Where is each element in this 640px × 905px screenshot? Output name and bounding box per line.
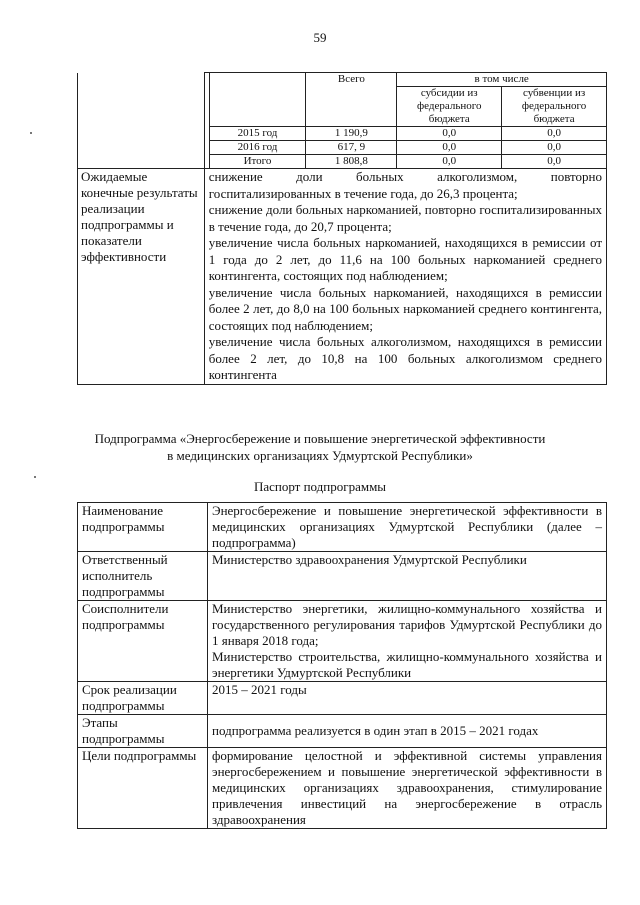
goals-label: Цели подпрограммы <box>78 748 208 829</box>
results-label: Ожидаемые конечные результаты реализации подпрограммы и показатели эффективности <box>78 169 205 385</box>
results-cell <box>204 169 606 385</box>
executor-text: Министерство здравоохранения Удмуртской Республики <box>212 552 527 567</box>
scan-speck <box>34 476 36 478</box>
year-cell: 2015 год <box>209 127 306 141</box>
coexecutor-item: Министерство энергетики, жилищно-коммунального хозяйства и государственного регулирования тарифов Удмуртской Республики до 1 января 2018 года; <box>212 601 602 648</box>
table-row <box>78 601 607 682</box>
subsidies-header: субсидии из федерального бюджета <box>397 87 502 127</box>
stages-value <box>208 715 607 748</box>
subprogram-title: Подпрограмма «Энергосбережение и повышение энергетической эффективности в медицинских организациях Удмуртской Республики» <box>94 431 546 463</box>
goals-value <box>208 748 607 829</box>
name-text: Энергосбережение и повышение энергетической эффективности в медицинских организациях Удмуртской Республики (далее – подпрограмма) <box>212 503 602 550</box>
subventions-header: субвенции из федерального бюджета <box>502 87 607 127</box>
stages-label: Этапы подпрограммы <box>78 715 208 748</box>
table-row <box>78 552 607 601</box>
results-row <box>78 169 607 385</box>
subventions-cell: 0,0 <box>502 127 607 141</box>
total-cell: 1 190,9 <box>306 127 397 141</box>
term-text: 2015 – 2021 годы <box>212 682 307 697</box>
term-label: Срок реализации подпрограммы <box>78 682 208 715</box>
result-item: увеличение числа больных алкоголизмом, находящихся в ремиссии более 2 лет, до 10,8 на 100 больных алкоголизмом среднего контингента <box>208 334 602 382</box>
year-header-cell <box>209 73 306 127</box>
result-item: увеличение числа больных наркоманией, находящихся в ремиссии более 2 лет, до 8,0 на 100 больных наркоманией среднего контингента, состоящих под наблюдением; <box>208 284 602 333</box>
passport-title: Паспорт подпрограммы <box>253 479 387 494</box>
including-header: в том числе <box>397 73 607 87</box>
funding-label-cell <box>78 73 205 169</box>
funding-header-row <box>78 73 607 87</box>
funding-and-results-table <box>77 72 607 385</box>
subsidies-cell: 0,0 <box>397 127 502 141</box>
subsidies-cell: 0,0 <box>397 155 502 169</box>
table-row <box>78 682 607 715</box>
coexecutors-label: Соисполнители подпрограммы <box>78 601 208 682</box>
table-row <box>78 503 607 552</box>
term-value <box>208 682 607 715</box>
year-cell: Итого <box>209 155 306 169</box>
passport-table <box>77 502 607 829</box>
page-number: 59 <box>313 30 327 45</box>
coexecutors-value <box>208 601 607 682</box>
executor-label: Ответственный исполнитель подпрограммы <box>78 552 208 601</box>
subsidies-cell: 0,0 <box>397 141 502 155</box>
total-header: Всего <box>306 73 397 127</box>
coexecutor-item: Министерство строительства, жилищно-коммунального хозяйства и энергетики Удмуртской Республики <box>212 649 602 680</box>
executor-value <box>208 552 607 601</box>
stages-text: подпрограмма реализуется в один этап в 2015 – 2021 годах <box>212 723 539 738</box>
subventions-cell: 0,0 <box>502 141 607 155</box>
result-item: снижение доли больных алкоголизмом, повторно госпитализированных в течение года, до 26,3 процента; <box>208 169 602 201</box>
result-item: увеличение числа больных наркоманией, находящихся в ремиссии от 1 года до 2 лет, до 11,6 на 100 больных наркоманией среднего контингента, состоящих под наблюдением; <box>208 235 602 283</box>
table-row <box>78 748 607 829</box>
result-item: снижение доли больных наркоманией, повторно госпитализированных в течение года, до 20,7 процента; <box>208 202 602 234</box>
goals-text: формирование целостной и эффективной системы управления энергосбережением и повышение энергетической эффективности в медицинских организациях здравоохранения, стимулирование привлечения инвестиций на энергосбережение в отрасль здравоохранения <box>212 748 602 827</box>
total-cell: 1 808,8 <box>306 155 397 169</box>
total-cell: 617, 9 <box>306 141 397 155</box>
scan-speck <box>30 132 32 134</box>
year-cell: 2016 год <box>209 141 306 155</box>
name-label: Наименование подпрограммы <box>78 503 208 552</box>
name-value <box>208 503 607 552</box>
subventions-cell: 0,0 <box>502 155 607 169</box>
table-row <box>78 715 607 748</box>
